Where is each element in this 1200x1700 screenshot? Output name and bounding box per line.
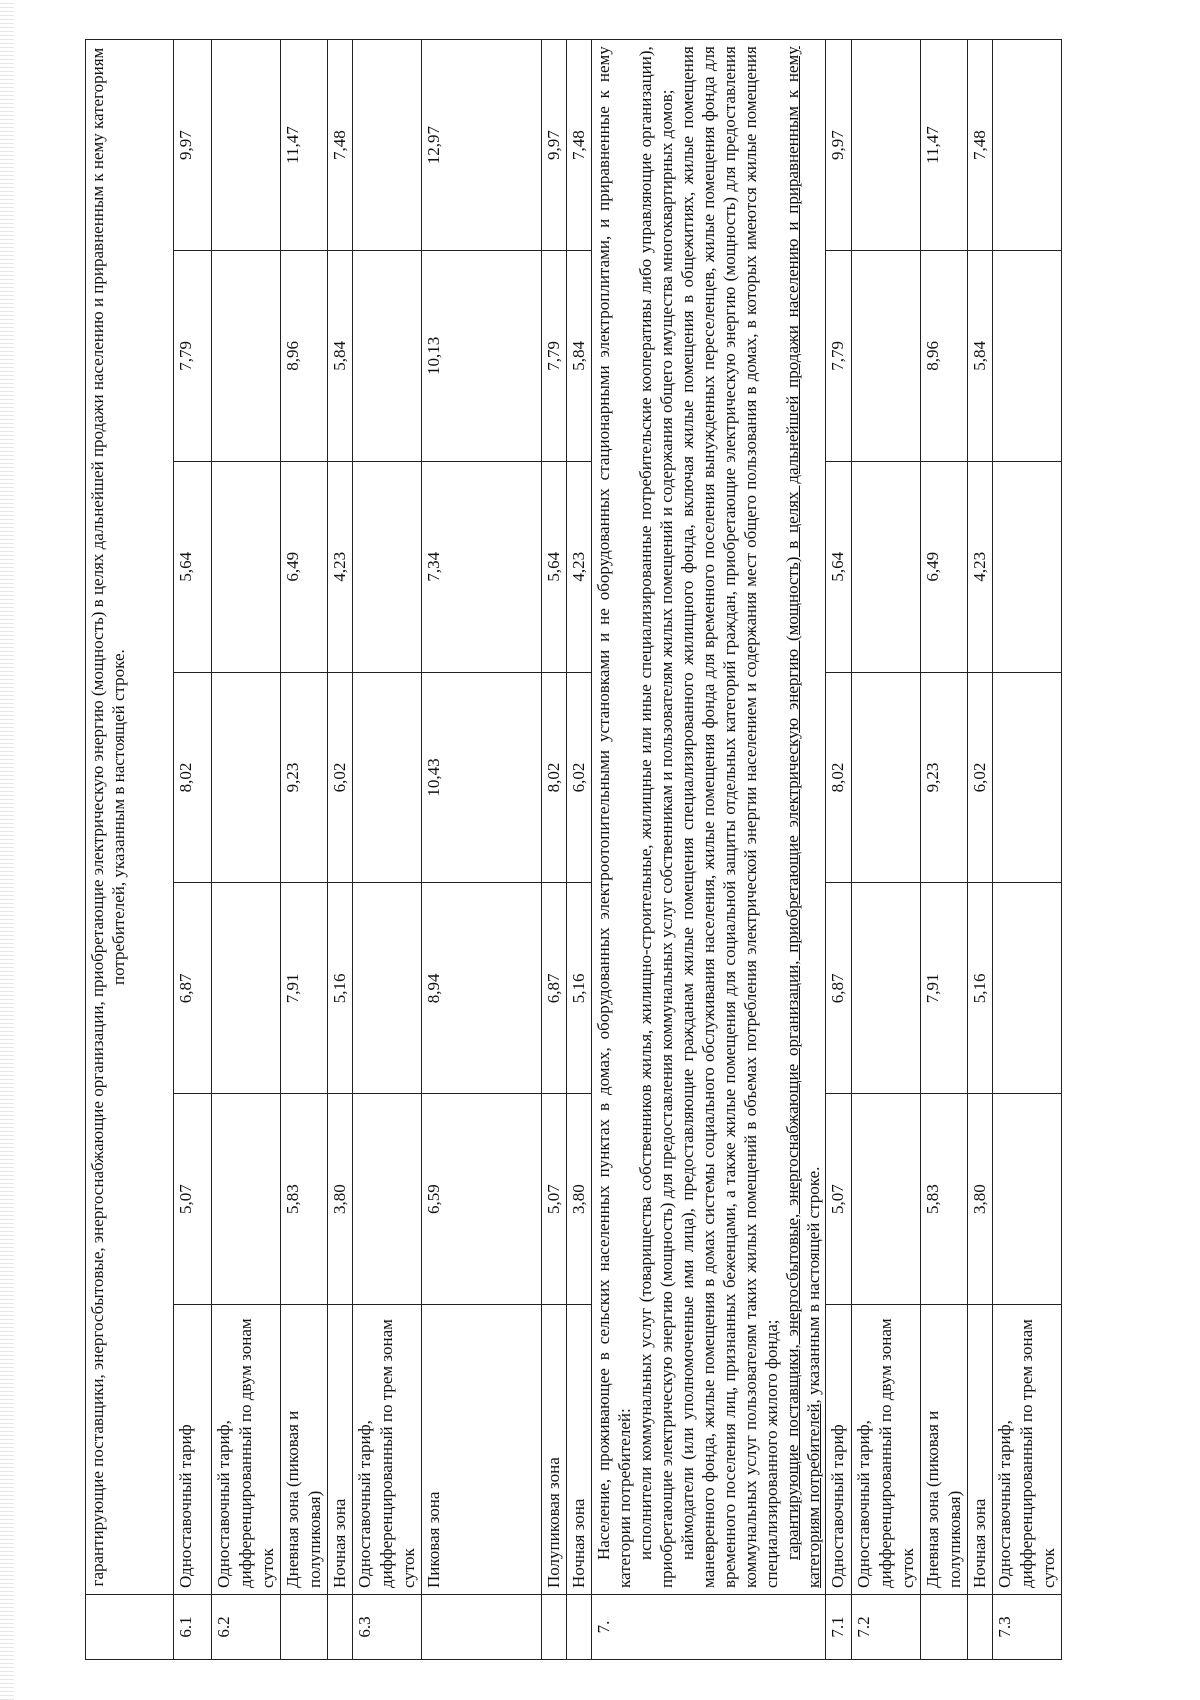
tariff-value: 4,23 (567, 461, 592, 672)
underlined-text: гарантирующие поставщики, энергосбытовые, энергоснабжающие организации, приобретающие электрическую энергию (мощность) в целях дальнейшей продажи населению и приравненным к нему категориям потребителей (783, 46, 823, 1588)
tariff-value: 7,34 (422, 461, 542, 672)
row-number (567, 1595, 592, 1660)
tariff-value (993, 883, 1062, 1094)
tariff-value: 7,79 (826, 251, 852, 462)
tariff-value: 5,16 (567, 883, 592, 1094)
tariff-value: 9,97 (174, 40, 212, 251)
tariff-value (993, 672, 1062, 883)
table-row-7-2-night (968, 40, 993, 1660)
tariff-value: 9,97 (542, 40, 567, 251)
row-number (968, 1595, 993, 1660)
tariff-value: 6,02 (328, 672, 353, 883)
tariff-value: 9,23 (921, 672, 968, 883)
tariff-value: 4,23 (968, 461, 993, 672)
tariff-value: 6,49 (281, 461, 328, 672)
table-row-6-2 (212, 40, 281, 1660)
section-6-header-row (86, 40, 174, 1660)
tariff-value: 6,87 (826, 883, 852, 1094)
tariff-value: 9,23 (281, 672, 328, 883)
tariff-value: 5,07 (826, 1094, 852, 1305)
tariff-value: 7,79 (542, 251, 567, 462)
tariff-value (212, 251, 281, 462)
tariff-name: Ночная зона (328, 1305, 353, 1595)
tariff-name: Одноставочный тариф, дифференцированный по двум зонам суток (212, 1305, 281, 1595)
tariff-name: Одноставочный тариф, дифференцированный по двум зонам суток (852, 1305, 921, 1595)
tariff-value: 5,64 (542, 461, 567, 672)
tariff-name: Дневная зона (пиковая и полупиковая) (921, 1305, 968, 1595)
tariff-value: 5,16 (968, 883, 993, 1094)
tariff-value: 6,59 (422, 1094, 542, 1305)
row-number (281, 1595, 328, 1660)
row-number: 6.2 (212, 1595, 281, 1660)
tariff-value: 5,83 (921, 1094, 968, 1305)
tariff-value: 5,83 (281, 1094, 328, 1305)
tariff-value: 8,96 (921, 251, 968, 462)
tariff-value (993, 40, 1062, 251)
row-number (422, 1595, 542, 1660)
table-row-6-1 (174, 40, 212, 1660)
tariff-value (852, 883, 921, 1094)
tariff-value: 3,80 (567, 1094, 592, 1305)
tariff-value (353, 672, 422, 883)
tariff-value: 5,16 (328, 883, 353, 1094)
tariff-value: 4,23 (328, 461, 353, 672)
tariff-name: Ночная зона (567, 1305, 592, 1595)
tariff-value (353, 1094, 422, 1305)
tariff-name: Ночная зона (968, 1305, 993, 1595)
tariff-value (852, 1094, 921, 1305)
table-row-7-3 (993, 40, 1062, 1660)
tariff-value (852, 251, 921, 462)
tariff-value: 3,80 (968, 1094, 993, 1305)
tariff-value: 7,48 (328, 40, 353, 251)
row-number: 7.1 (826, 1595, 852, 1660)
tariff-value: 10,43 (422, 672, 542, 883)
row-number (921, 1595, 968, 1660)
table-row-7-1 (826, 40, 852, 1660)
table-row-6-3-night (567, 40, 592, 1660)
tariff-value: 8,02 (826, 672, 852, 883)
tariff-value: 6,49 (921, 461, 968, 672)
table-row-7-2 (852, 40, 921, 1660)
tariff-value: 6,02 (567, 672, 592, 883)
table-row-6-3-semipeak (542, 40, 567, 1660)
tariff-value (212, 883, 281, 1094)
row-number: 7. (592, 1595, 826, 1660)
table-row-6-3-peak (422, 40, 542, 1660)
tariff-value: 8,96 (281, 251, 328, 462)
tariff-value: 7,48 (968, 40, 993, 251)
tariff-value (852, 461, 921, 672)
table-row-7-2-day (921, 40, 968, 1660)
tariff-value (212, 40, 281, 251)
tariff-value (353, 251, 422, 462)
tariff-value: 5,64 (826, 461, 852, 672)
tariff-value: 11,47 (281, 40, 328, 251)
tariff-value: 5,84 (968, 251, 993, 462)
tariff-value: 11,47 (921, 40, 968, 251)
scan-edge (0, 0, 14, 1700)
tariff-value (212, 672, 281, 883)
table-row-6-3 (353, 40, 422, 1660)
tariff-name: Одноставочный тариф, дифференцированный по трем зонам суток (993, 1305, 1062, 1595)
tariff-name: Одноставочный тариф (826, 1305, 852, 1595)
tariff-value: 12,97 (422, 40, 542, 251)
row-number: 7.3 (993, 1595, 1062, 1660)
section-7-description (592, 40, 826, 1595)
tariff-value: 5,84 (328, 251, 353, 462)
tariff-value: 8,02 (174, 672, 212, 883)
section-7-header-row (592, 40, 826, 1660)
tariff-value (852, 672, 921, 883)
tariff-value (353, 883, 422, 1094)
tariff-value: 7,91 (921, 883, 968, 1094)
tariff-value: 10,13 (422, 251, 542, 462)
tariff-value: 6,87 (542, 883, 567, 1094)
rotated-document-page (85, 40, 1145, 1660)
row-number (328, 1595, 353, 1660)
tariff-name: Одноставочный тариф, дифференцированный по трем зонам суток (353, 1305, 422, 1595)
table-row-6-2-night (328, 40, 353, 1660)
tariff-value (993, 1094, 1062, 1305)
tariff-table (85, 39, 1062, 1660)
tariff-name: Полупиковая зона (542, 1305, 567, 1595)
tariff-value: 8,02 (542, 672, 567, 883)
section-7-paragraph (782, 46, 824, 1588)
tariff-value (212, 461, 281, 672)
section-7-paragraph: наймодатели (или уполномоченные ими лица), предоставляющие гражданам жилые помещения специализированного жилищного фонда, включая жилые помещения в общежитиях, жилые помещения маневренного фонда, жилые помещения в домах системы социального обслуживания населения, жилые помещения фонда для временного поселения вынужденных переселенцев, жилые помещения фонда для временного поселения лиц, признанных беженцами, а также жилые помещения для социальной защиты отдельных категорий граждан, приобретающие электрическую энергию (мощность) для предоставления коммунальных услуг пользователям таких жилых помещений в объемах потребления электрической энергии населением и содержания мест общего пользования в домах, в которых имеются жилые помещения специализированного жилого фонда; (678, 46, 781, 1588)
tariff-value (353, 40, 422, 251)
tariff-name: Одноставочный тариф (174, 1305, 212, 1595)
tariff-value: 7,79 (174, 251, 212, 462)
tariff-value: 6,87 (174, 883, 212, 1094)
tariff-value (993, 251, 1062, 462)
tariff-value: 7,48 (567, 40, 592, 251)
tariff-value (993, 461, 1062, 672)
section-7-paragraph: Население, проживающее в сельских населенных пунктах в домах, оборудованных электроотопительными установками и не оборудованных стационарными электроплитами, и приравненные к нему категории потребителей: (594, 46, 634, 1588)
tariff-value (852, 40, 921, 251)
row-number (542, 1595, 567, 1660)
tariff-value: 5,84 (567, 251, 592, 462)
tariff-value: 7,91 (281, 883, 328, 1094)
tariff-value: 6,02 (968, 672, 993, 883)
tariff-value: 5,07 (542, 1094, 567, 1305)
row-number-cell (86, 1595, 174, 1660)
tariff-value: 5,07 (174, 1094, 212, 1305)
tariff-name: Дневная зона (пиковая и полупиковая) (281, 1305, 328, 1595)
paragraph-tail: , указанным в настоящей строке. (804, 1166, 823, 1404)
tariff-value: 3,80 (328, 1094, 353, 1305)
tariff-value: 5,64 (174, 461, 212, 672)
tariff-value (212, 1094, 281, 1305)
tariff-value: 8,94 (422, 883, 542, 1094)
row-number: 7.2 (852, 1595, 921, 1660)
tariff-name: Пиковая зона (422, 1305, 542, 1595)
section-7-paragraph: исполнители коммунальных услуг (товарищества собственников жилья, жилищно-строительные, жилищные или иные специализированные потребительские кооперативы либо управляющие организации), приобретающие электрическую энергию (мощность) для предоставления коммунальных услуг собственникам и пользователям жилых помещений и содержания общего имущества многоквартирных домов; (636, 46, 676, 1588)
row-number: 6.3 (353, 1595, 422, 1660)
tariff-value (353, 461, 422, 672)
table-row-6-2-day (281, 40, 328, 1660)
tariff-value: 9,97 (826, 40, 852, 251)
section-6-header-text: гарантирующие поставщики, энергосбытовые, энергоснабжающие организации, приобретающие электрическую энергию (мощность) в целях дальнейшей продажи населению и приравненным к нему категориям потребителей, указанным в настоящей строке. (86, 40, 174, 1595)
row-number: 6.1 (174, 1595, 212, 1660)
